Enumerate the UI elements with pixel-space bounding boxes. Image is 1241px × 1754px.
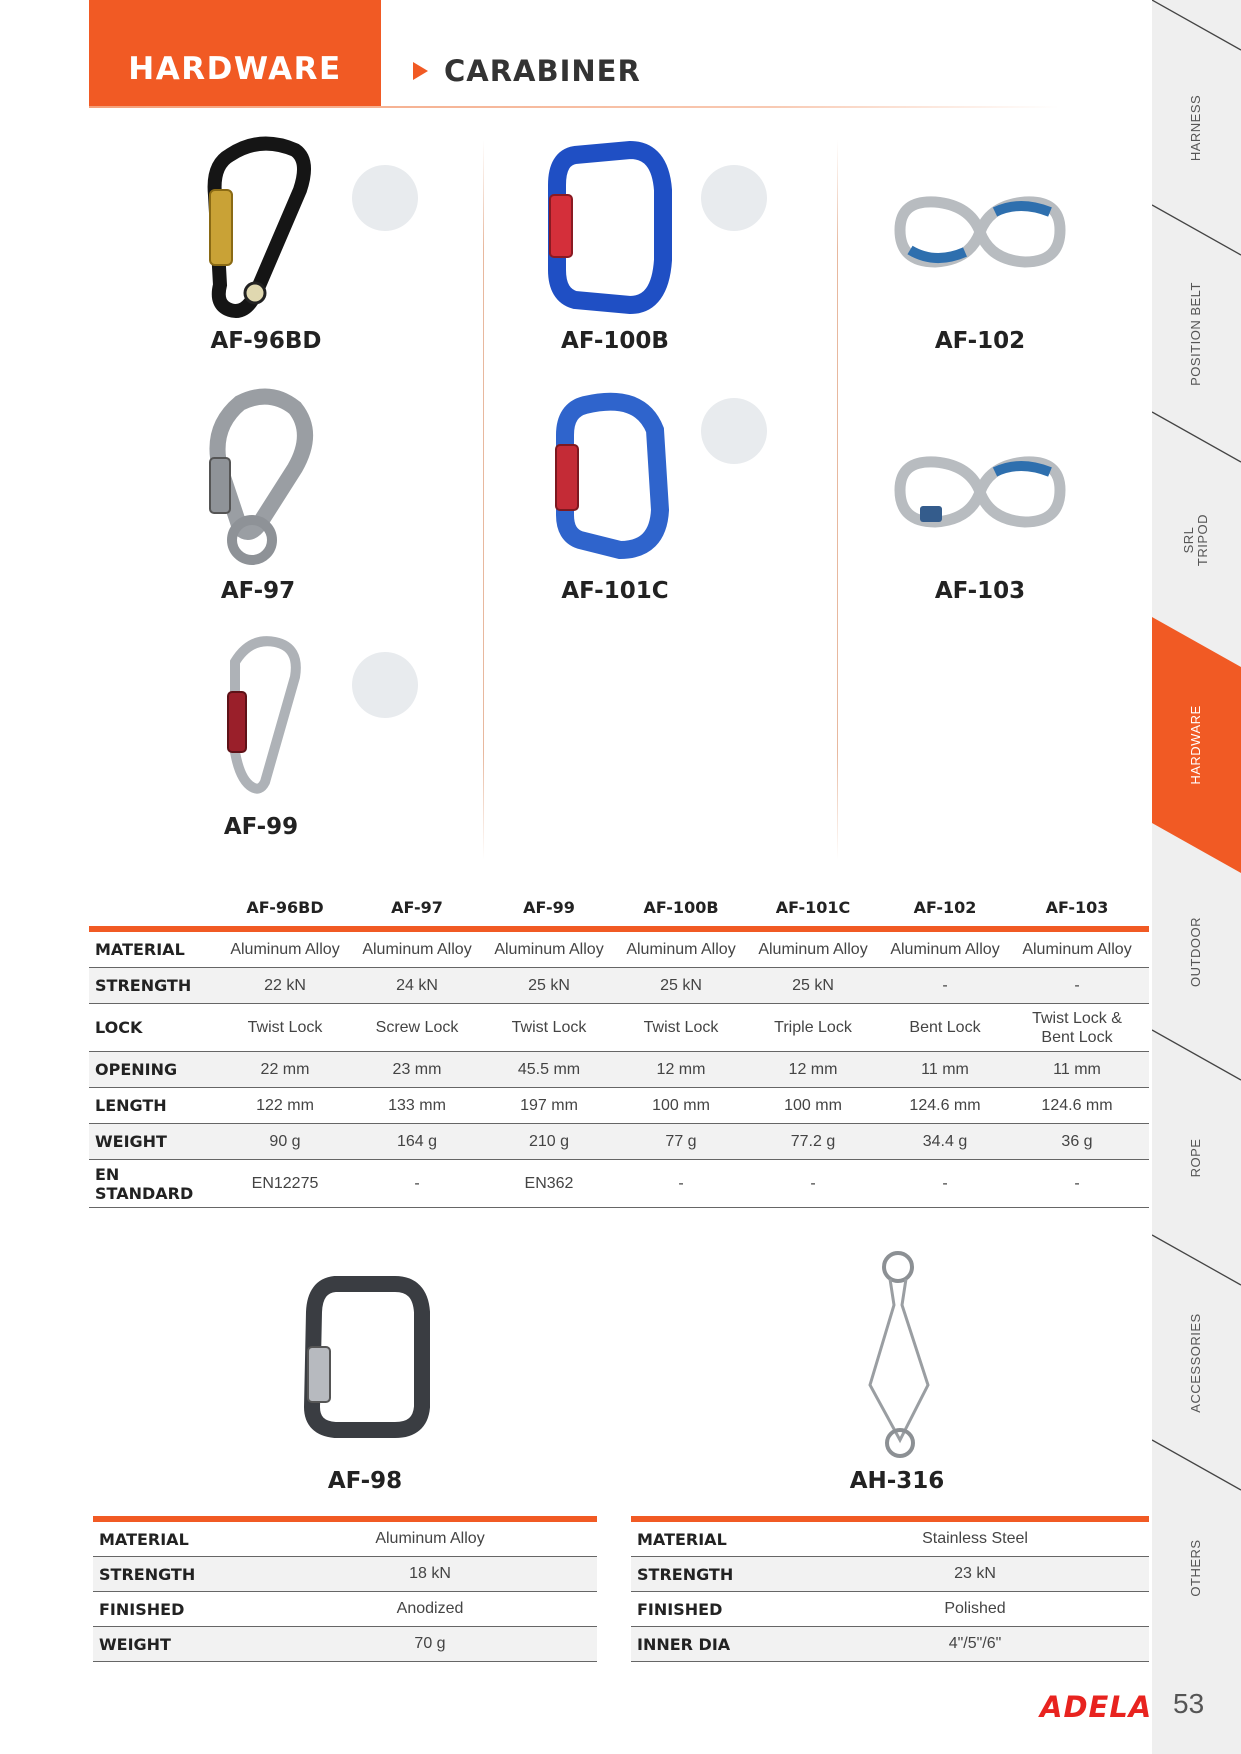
- table-row: STRENGTH 22 kN 24 kN 25 kN 25 kN 25 kN - -: [89, 968, 1149, 1004]
- table-row: LOCK Twist Lock Screw Lock Twist Lock Twist Lock Triple Lock Bent Lock Twist Lock & Bent Lock: [89, 1004, 1149, 1052]
- sidebar-item-outdoor[interactable]: OUTDOOR: [1188, 916, 1203, 987]
- product-label-af-102: AF-102: [934, 328, 1026, 354]
- column-divider: [837, 140, 838, 860]
- column-header: AF-103: [1045, 897, 1109, 917]
- section-title: HARDWARE: [89, 0, 381, 107]
- product-label-af-98: AF-98: [327, 1468, 403, 1494]
- table-row: MATERIAL Aluminum Alloy Aluminum Alloy Aluminum Alloy Aluminum Alloy Aluminum Alloy Aluminum Alloy Aluminum Alloy: [89, 932, 1149, 968]
- af98-spec-table: [93, 1516, 597, 1662]
- table-row: LENGTH 122 mm 133 mm 197 mm 100 mm 100 mm 124.6 mm 124.6 mm: [89, 1088, 1149, 1124]
- table-row: WEIGHT 90 g 164 g 210 g 77 g 77.2 g 34.4 g 36 g: [89, 1124, 1149, 1160]
- sidebar-item-harness[interactable]: HARNESS: [1188, 94, 1203, 161]
- product-image-af-97: [200, 388, 320, 568]
- sidebar-item-rope[interactable]: ROPE: [1188, 1138, 1203, 1177]
- sidebar-item-hardware[interactable]: HARDWARE: [1188, 705, 1203, 785]
- table-row: OPENING 22 mm 23 mm 45.5 mm 12 mm 12 mm 11 mm 11 mm: [89, 1052, 1149, 1088]
- table-row: INNER DIA 4"/5"/6": [631, 1627, 1149, 1662]
- sidebar-item-others[interactable]: OTHERS: [1188, 1538, 1203, 1597]
- triangle-bullet-icon: [413, 62, 428, 80]
- table-row: WEIGHT 70 g: [93, 1627, 597, 1662]
- table-row: FINISHED Polished: [631, 1592, 1149, 1627]
- gate-closeup-image: [701, 165, 767, 231]
- page-number: 53: [1173, 1688, 1205, 1719]
- column-header: AF-102: [913, 897, 977, 917]
- subsection-title: [413, 54, 641, 88]
- category-sidebar: [1152, 0, 1241, 1754]
- table-row: STRENGTH 18 kN: [93, 1557, 597, 1592]
- product-image-af-100b: [545, 140, 675, 315]
- ah316-spec-table: [631, 1516, 1149, 1662]
- spec-table: [89, 888, 1149, 1208]
- product-image-ah-316: [860, 1245, 940, 1460]
- product-image-af-99: [210, 632, 310, 797]
- product-label-af-96bd: AF-96BD: [210, 328, 322, 354]
- table-row: MATERIAL Stainless Steel: [631, 1522, 1149, 1557]
- product-label-af-103: AF-103: [934, 578, 1026, 604]
- column-header: AF-101C: [775, 897, 851, 917]
- product-label-af-99: AF-99: [223, 814, 299, 840]
- table-row: STRENGTH 23 kN: [631, 1557, 1149, 1592]
- product-label-ah-316: AH-316: [849, 1468, 945, 1494]
- spec-table-header: [89, 888, 1149, 926]
- column-header: AF-96BD: [246, 897, 324, 917]
- table-row: MATERIAL Aluminum Alloy: [93, 1522, 597, 1557]
- gate-closeup-image: [701, 398, 767, 464]
- header-divider: [89, 106, 1059, 108]
- column-header: AF-99: [523, 897, 575, 917]
- sidebar-item-srl-tripod[interactable]: SRL TRIPOD: [1181, 513, 1210, 566]
- product-image-af-96bd: [200, 135, 320, 320]
- product-image-af-98: [300, 1272, 435, 1442]
- gate-closeup-image: [352, 165, 418, 231]
- table-row: FINISHED Anodized: [93, 1592, 597, 1627]
- column-header: AF-100B: [643, 897, 719, 917]
- product-label-af-97: AF-97: [220, 578, 296, 604]
- product-label-af-100b: AF-100B: [561, 328, 669, 354]
- product-label-af-101c: AF-101C: [561, 578, 669, 604]
- product-image-af-101c: [550, 390, 675, 560]
- column-header: AF-97: [391, 897, 443, 917]
- table-row: EN STANDARD EN12275 - EN362 - - - -: [89, 1160, 1149, 1208]
- column-divider: [483, 140, 484, 860]
- sidebar-item-position-belt[interactable]: POSITION BELT: [1188, 281, 1203, 386]
- subsection-label: CARABINER: [444, 54, 641, 88]
- sidebar-item-accessories[interactable]: ACCESSORIES: [1188, 1312, 1203, 1413]
- product-image-af-102: [880, 190, 1075, 275]
- gate-closeup-image: [352, 652, 418, 718]
- product-image-af-103: [880, 450, 1075, 535]
- brand-logo: ADELA: [1040, 1690, 1153, 1724]
